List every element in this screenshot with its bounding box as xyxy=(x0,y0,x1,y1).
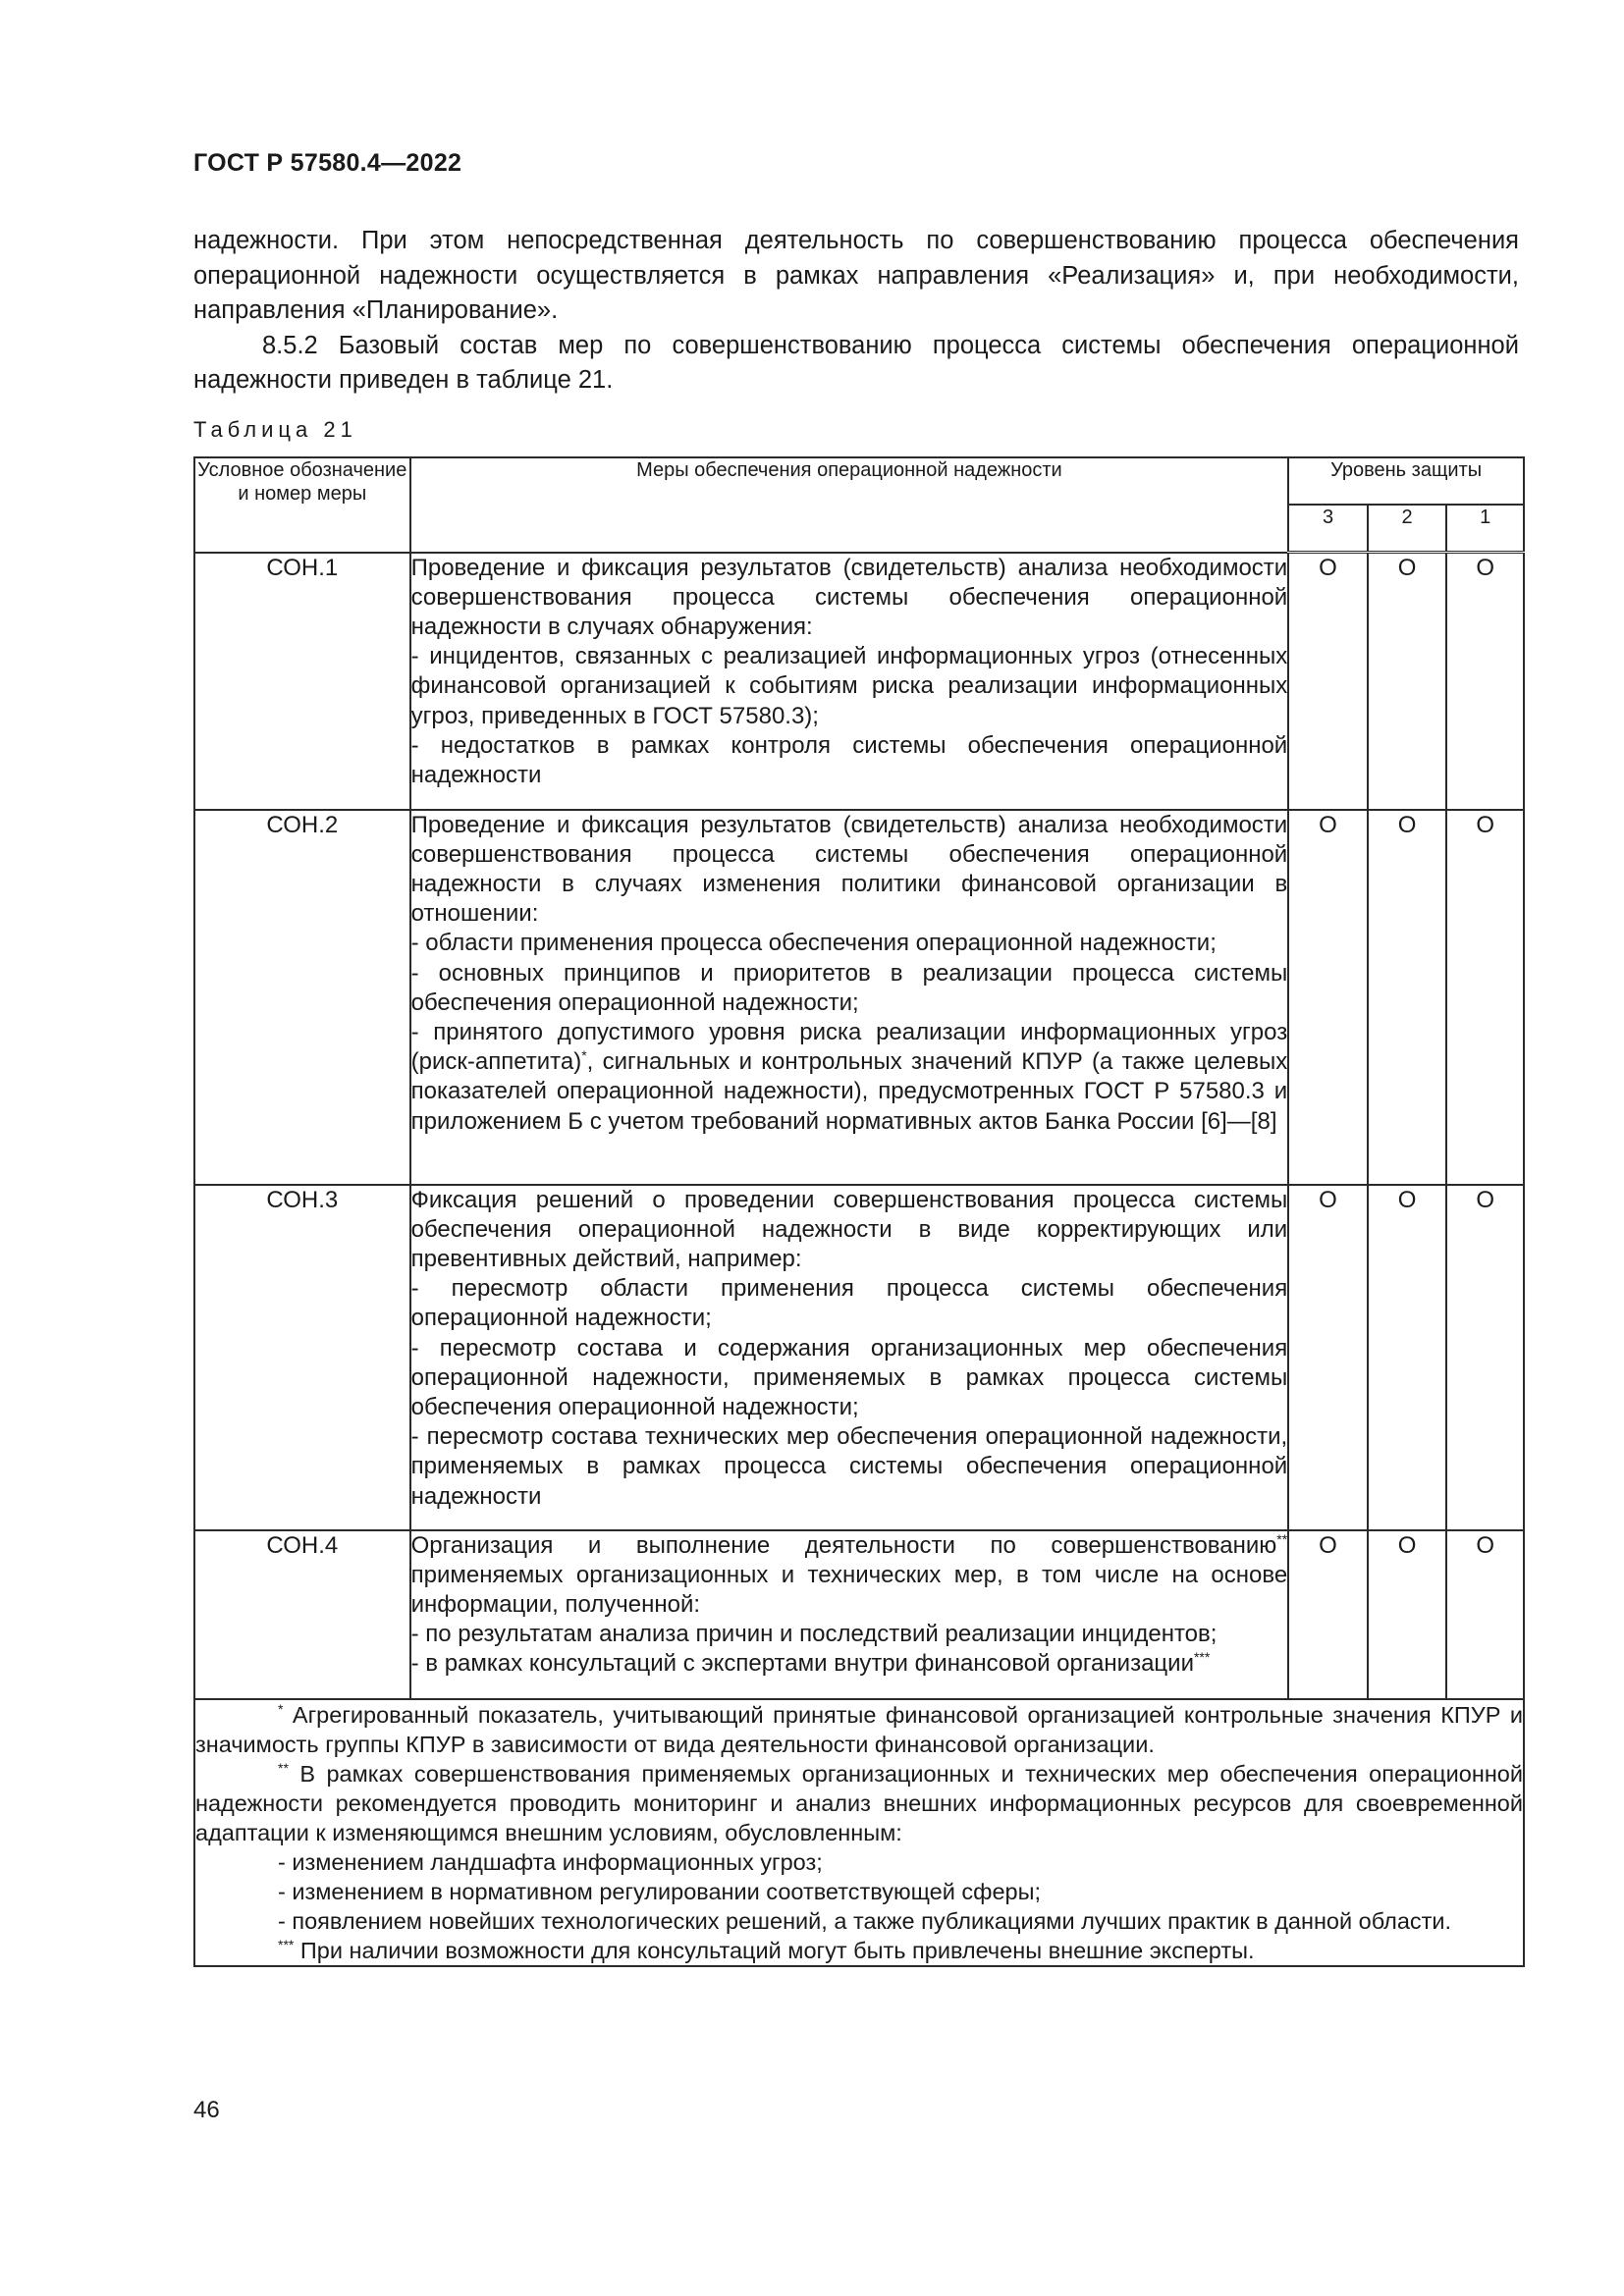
description-line: Фиксация решений о проведении совершенствования процесса системы обеспечения операционной надежности в виде корректирующих или превентивных действий, например: xyxy=(410,1186,1288,1272)
document-header: ГОСТ Р 57580.4—2022 xyxy=(193,149,462,177)
description-line: - основных принципов и приоритетов в реализации процесса системы обеспечения операционной надежности; xyxy=(410,959,1288,1016)
column-header-code: Условное обозначение и номер меры xyxy=(194,457,410,553)
measures-table xyxy=(193,456,1525,1967)
table-notes-row xyxy=(194,1699,1524,1966)
table-row xyxy=(194,1530,1524,1699)
measure-code: СОН.4 xyxy=(194,1530,410,1699)
level-1-mark: О xyxy=(1446,553,1524,810)
measure-description xyxy=(410,1185,1289,1530)
column-header-level-1: 1 xyxy=(1446,505,1524,553)
description-line xyxy=(411,1649,1288,1679)
footnote-2 xyxy=(195,1759,1523,1847)
footnote-mark: *** xyxy=(278,1936,295,1952)
level-2-mark: О xyxy=(1368,553,1447,810)
page-number: 46 xyxy=(193,2097,220,2123)
description-line: - инцидентов, связанных с реализацией информационных угроз (отнесенных финансовой организацией к событиям риска реализации информационных угроз, приведенных в ГОСТ 57580.3); xyxy=(410,643,1288,729)
level-3-mark: О xyxy=(1288,1530,1368,1699)
column-header-level-2: 2 xyxy=(1368,505,1447,553)
level-1-mark: О xyxy=(1446,810,1524,1185)
column-header-measures: Меры обеспечения операционной надежности xyxy=(410,457,1289,553)
description-text: , сигнальных и контрольных значений КПУР (а также целевых показателей операционной надежности), предусмотренных ГОСТ Р 57580.3 и приложением Б с учетом требований нормативных актов Банка России [6]—[8] xyxy=(410,1048,1288,1135)
level-2-mark: О xyxy=(1368,810,1447,1185)
level-3-mark: О xyxy=(1288,810,1368,1185)
description-line: - по результатам анализа причин и последствий реализации инцидентов; xyxy=(410,1621,1218,1648)
footnote-mark: ** xyxy=(1276,1530,1288,1547)
description-text: применяемых организационных и технических мер, в том числе на основе информации, полученной: xyxy=(410,1561,1288,1618)
footnote-mark: *** xyxy=(1193,1649,1211,1666)
description-text: Организация и выполнение деятельности по совершенствованию xyxy=(410,1531,1277,1559)
measure-code: СОН.2 xyxy=(194,810,410,1185)
description-line: - недостатков в рамках контроля системы обеспечения операционной надежности xyxy=(410,731,1288,788)
intro-paragraph-1: надежности. При этом непосредственная деятельность по совершенствованию процесса обеспечения операционной надежности осуществляется в рамках направления «Реализация» и, при необходимости, направления «Планирование». xyxy=(193,227,1519,324)
level-2-mark: О xyxy=(1368,1530,1447,1699)
footnote-text: В рамках совершенствования применяемых организационных и технических мер обеспечения операционной надежности рекомендуется проводить мониторинг и анализ внешних информационных ресурсов для своевременной адаптации к изменяющимся внешним условиям, обусловленным: xyxy=(195,1760,1523,1845)
column-header-level: Уровень защиты xyxy=(1288,457,1524,505)
footnote-2-item: - появлением новейших технологических решений, а также публикациями лучших практик в данной области. xyxy=(278,1907,1452,1934)
footnote-text: Агрегированный показатель, учитывающий принятые финансовой организацией контрольные значения КПУР и значимость группы КПУР в зависимости от вида деятельности финансовой организации. xyxy=(195,1701,1523,1757)
level-3-mark: О xyxy=(1288,1185,1368,1530)
footnote-mark: * xyxy=(581,1047,587,1064)
description-line: - пересмотр области применения процесса системы обеспечения операционной надежности; xyxy=(410,1275,1288,1332)
footnote-mark: * xyxy=(278,1700,284,1717)
measure-description xyxy=(410,810,1289,1185)
description-line: - пересмотр состава технических мер обеспечения операционной надежности, применяемых в рамках процесса системы обеспечения операционной надежности xyxy=(410,1423,1288,1510)
description-line: - пересмотр состава и содержания организационных мер обеспечения операционной надежности, применяемых в рамках процесса системы обеспечения операционной надежности; xyxy=(410,1334,1288,1420)
description-text: - в рамках консультаций с экспертами внутри финансовой организации xyxy=(410,1650,1194,1678)
intro-text xyxy=(193,224,1519,399)
level-1-mark: О xyxy=(1446,1185,1524,1530)
level-2-mark: О xyxy=(1368,1185,1447,1530)
description-line xyxy=(411,1018,1288,1137)
footnote-2-item: - изменением в нормативном регулировании соответствующей сферы; xyxy=(278,1878,1042,1904)
column-header-level-3: 3 xyxy=(1288,505,1368,553)
footnote-mark: ** xyxy=(278,1759,289,1776)
measure-code: СОН.3 xyxy=(194,1185,410,1530)
description-text: - принятого допустимого уровня риска реализации информационных угроз (риск-аппетита) xyxy=(410,1018,1288,1076)
description-line: Проведение и фиксация результатов (свидетельств) анализа необходимости совершенствования процесса системы обеспечения операционной надежности в случаях изменения политики финансовой организации в отношении: xyxy=(410,811,1288,928)
table-row xyxy=(194,810,1524,1185)
footnote-text: При наличии возможности для консультаций могут быть привлечены внешние эксперты. xyxy=(294,1937,1255,1963)
intro-paragraph-2: 8.5.2 Базовый состав мер по совершенствованию процесса системы обеспечения операционной надежности приведен в таблице 21. xyxy=(193,331,1519,394)
footnote-1 xyxy=(195,1700,1523,1759)
description-line: - области применения процесса обеспечения операционной надежности; xyxy=(410,930,1217,957)
table-caption: Таблица 21 xyxy=(193,417,357,442)
level-3-mark: О xyxy=(1288,553,1368,810)
table-row xyxy=(194,1185,1524,1530)
description-line xyxy=(411,1531,1288,1621)
measure-description xyxy=(410,1530,1289,1699)
table-notes xyxy=(194,1699,1524,1966)
level-1-mark: О xyxy=(1446,1530,1524,1699)
footnote-3 xyxy=(195,1936,1523,1965)
measure-description xyxy=(410,553,1289,810)
table-header-row xyxy=(194,457,1524,505)
measure-code: СОН.1 xyxy=(194,553,410,810)
description-line: Проведение и фиксация результатов (свидетельств) анализа необходимости совершенствования процесса системы обеспечения операционной надежности в случаях обнаружения: xyxy=(410,554,1288,640)
footnote-2-item: - изменением ландшафта информационных угроз; xyxy=(278,1848,823,1875)
table-row xyxy=(194,553,1524,810)
